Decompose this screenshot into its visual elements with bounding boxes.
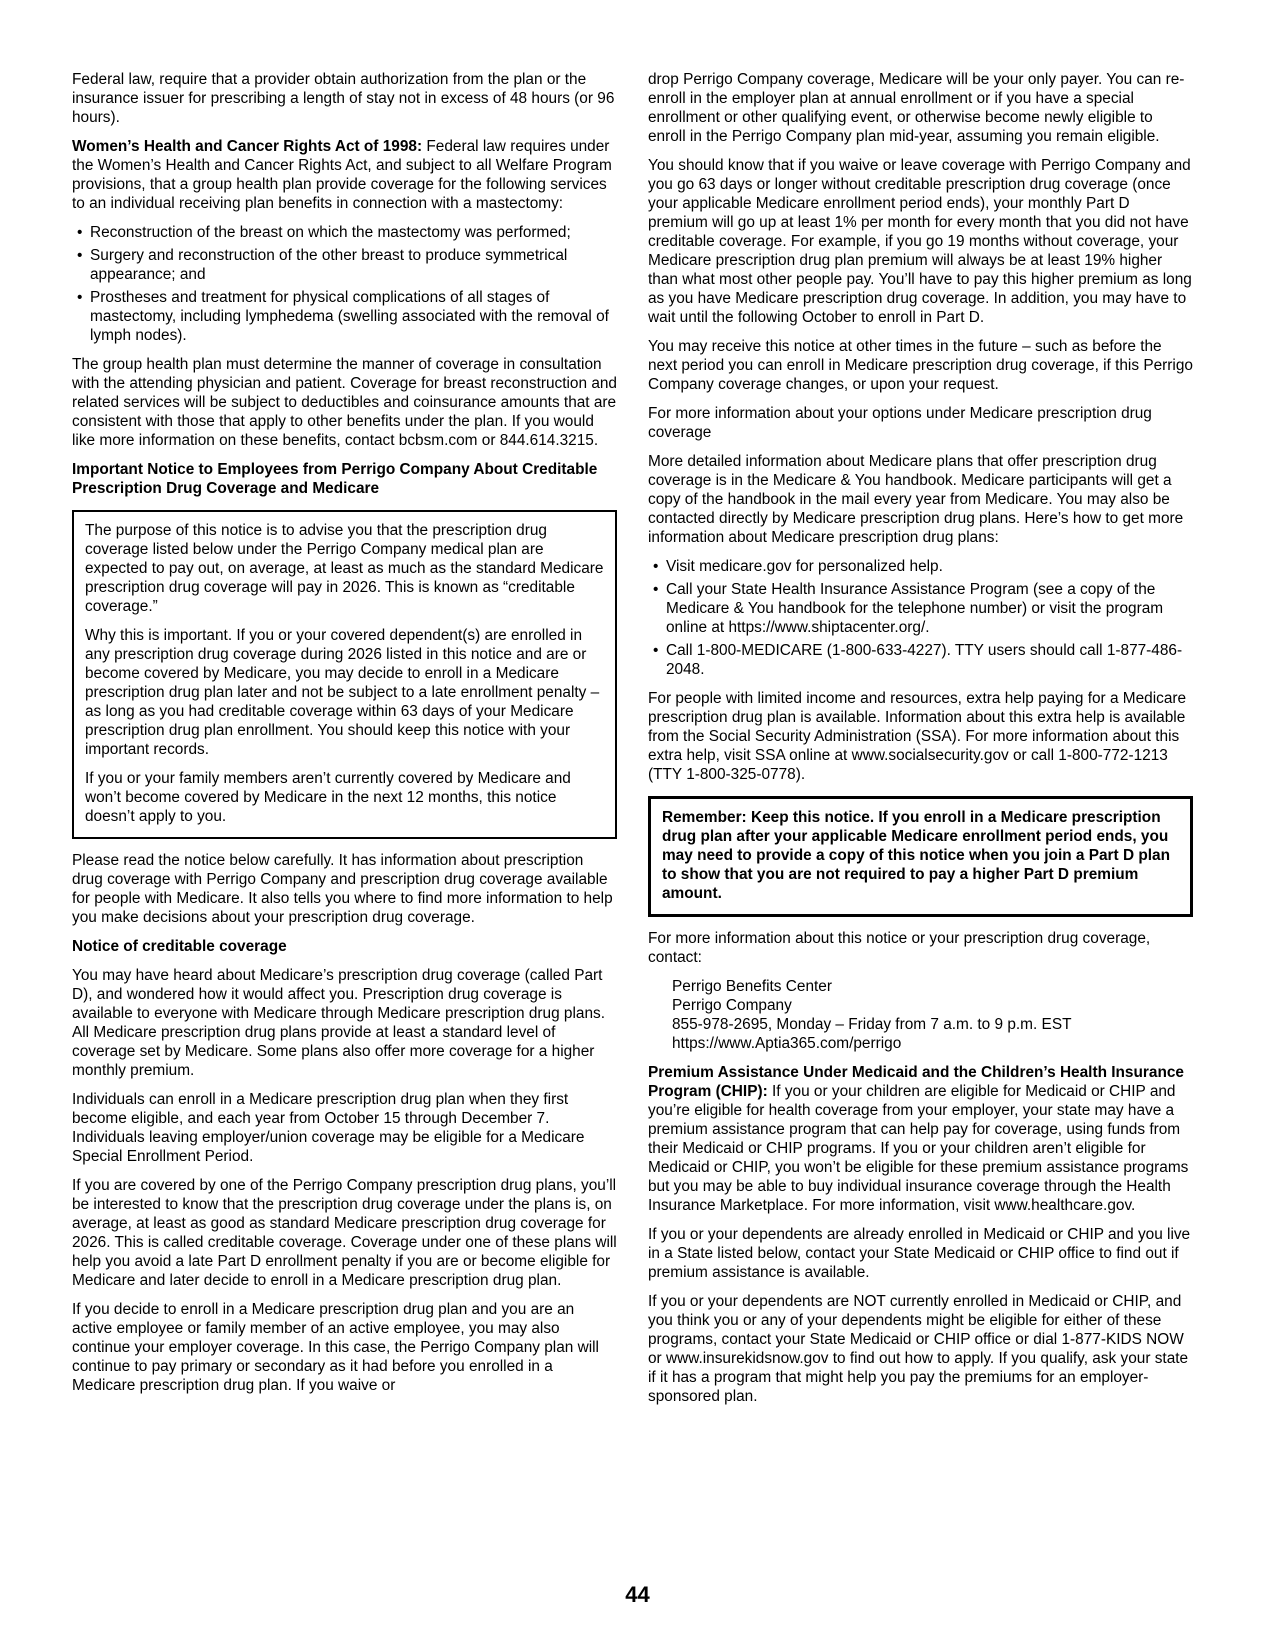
contact-line: Perrigo Benefits Center [672,978,832,995]
list-item: • Prostheses and treatment for physical complications of all stages of mastectomy, including lymphedema (swelling associated with the removal of lymph nodes). [72,288,617,345]
paragraph-group-plan: The group health plan must determine the manner of coverage in consultation with the attending physician and patient. Coverage for breast reconstruction and related services will be subject to deductibles and coinsurance amounts that are consistent with those that apply to other benefits under the plan. If you would like more information on these benefits, contact bcbsm.com or 844.614.3215. [72,356,617,449]
medicare-info-bullet-list [648,557,1193,679]
contact-line: https://www.Aptia365.com/perrigo [672,1035,902,1052]
creditable-coverage-notice-box [72,510,617,839]
box-paragraph: Remember: Keep this notice. If you enroll in a Medicare prescription drug plan after your applicable Medicare enrollment period ends, you may need to provide a copy of this notice when you join a Part D plan to show that you are not required to pay a higher Part D premium amount. [662,809,1170,902]
right-column [648,70,1193,1416]
paragraph-if-covered: If you are covered by one of the Perrigo Company prescription drug plans, you’ll be interested to know that the prescription drug coverage under the plans is, on average, at least as good as standard Medicare prescription drug coverage for 2026. This is called creditable coverage. Coverage under one of these plans will help you avoid a late Part D enrollment penalty if you are or become eligible for Medicare and later decide to enroll in a Medicare prescription drug plan. [72,1177,617,1289]
page-number: 44 [625,1582,650,1607]
list-item: • Call your State Health Insurance Assistance Program (see a copy of the Medicare & You handbook for the telephone number) or visit the program online at https://www.shiptacenter.org/. [648,580,1193,637]
paragraph-more-info-options: For more information about your options under Medicare prescription drug coverage [648,405,1152,441]
paragraph-text: Federal law requires under the Women’s Health and Cancer Rights Act, and subject to all Welfare Program provisions, that a group health plan provide coverage for the following services to an individual receiving plan benefits in connection with a mastectomy: [72,138,612,212]
paragraph-heard-about: You may have heard about Medicare’s prescription drug coverage (called Part D), and wondered how it would affect you. Prescription drug coverage is available to everyone with Medicare through Medicare prescription drug plans. All Medicare prescription drug plans provide at least a standard level of coverage set by Medicare. Some plans also offer more coverage for a higher monthly premium. [72,967,605,1079]
paragraph-whcra [72,137,617,213]
paragraph-not-enrolled: If you or your dependents are NOT currently enrolled in Medicaid or CHIP, and you think you or any of your dependents might be eligible for either of these programs, contact your State Medicaid or CHIP office or dial 1-877-KIDS NOW or www.insurekidsnow.gov to find out how to apply. If you qualify, ask your state if it has a program that might help you pay the premiums for an employer-sponsored plan. [648,1293,1189,1405]
contact-line: 855-978-2695, Monday – Friday from 7 a.m. to 9 p.m. EST [672,1016,1072,1033]
paragraph-individuals-enroll: Individuals can enroll in a Medicare prescription drug plan when they first become eligible, and each year from October 15 through December 7. Individuals leaving employer/union coverage may be eligible for a Medicare Special Enrollment Period. [72,1091,585,1165]
remember-notice-box [648,796,1193,917]
paragraph-federal-law: Federal law, require that a provider obtain authorization from the plan or the insurance issuer for prescribing a length of stay not in excess of 48 hours (or 96 hours). [72,71,615,126]
paragraph-drop-coverage: drop Perrigo Company coverage, Medicare will be your only payer. You can re-enroll in the employer plan at annual enrollment or if you have a special enrollment or other qualifying event, or otherwise become newly eligible to enroll in the Perrigo Company plan mid-year, assuming you remain eligible. [648,71,1185,145]
paragraph-text: If you or your children are eligible for Medicaid or CHIP and you’re eligible for health coverage from your employer, your state may have a premium assistance program that can help pay for coverage, using funds from their Medicaid or CHIP programs. If you or your children aren’t eligible for Medicaid or CHIP, you won’t be eligible for these premium assistance programs but you may be able to buy individual insurance coverage through the Health Insurance Marketplace. For more information, visit www.healthcare.gov. [648,1083,1189,1214]
paragraph-if-decide: If you decide to enroll in a Medicare prescription drug plan and you are an active employee or family member of an active employee, you may also continue your employer coverage. In this case, the Perrigo Company plan will continue to pay primary or secondary as it had before you enrolled in a Medicare prescription drug plan. If you waive or [72,1301,599,1394]
list-item: • Visit medicare.gov for personalized help. [648,557,1193,576]
list-item: • Surgery and reconstruction of the other breast to produce symmetrical appearance; and [72,246,617,284]
list-item: • Reconstruction of the breast on which the mastectomy was performed; [72,223,617,242]
box-paragraph: The purpose of this notice is to advise you that the prescription drug coverage listed below under the Perrigo Company medical plan are expected to pay out, on average, at least as much as the standard Medicare prescription drug coverage will pay in 2026. This is known as “creditable coverage.” [85,522,604,615]
run-in-heading-chip: Premium Assistance Under Medicaid and the Children’s Health Insurance Program (CHIP): [648,1064,1184,1100]
heading-notice-creditable-coverage: Notice of creditable coverage [72,938,287,955]
list-item: • Call 1-800-MEDICARE (1-800-633-4227). TTY users should call 1-877-486-2048. [648,641,1193,679]
contact-line: Perrigo Company [672,997,792,1014]
paragraph-detailed-info: More detailed information about Medicare plans that offer prescription drug coverage is in the Medicare & You handbook. Medicare participants will get a copy of the handbook in the mail every year from Medicare. You may also be contacted directly by Medicare prescription drug plans. Here’s how to get more information about Medicare prescription drug plans: [648,453,1184,546]
paragraph-contact-intro: For more information about this notice or your prescription drug coverage, contact: [648,930,1151,966]
paragraph-already-enrolled: If you or your dependents are already enrolled in Medicaid or CHIP and you live in a State listed below, contact your State Medicaid or CHIP office to find out if premium assistance is available. [648,1226,1191,1281]
paragraph-should-know: You should know that if you waive or leave coverage with Perrigo Company and you go 63 days or longer without creditable prescription drug coverage (once your applicable Medicare enrollment period ends), your monthly Part D premium will go up at least 1% per month for every month that you did not have creditable coverage. For example, if you go 19 months without coverage, your Medicare prescription drug plan premium will always be at least 19% higher than what most other people pay. You’ll have to pay this higher premium as long as you have Medicare prescription drug coverage. In addition, you may have to wait until the following October to enroll in Part D. [648,157,1192,326]
heading-important-notice: Important Notice to Employees from Perrigo Company About Creditable Prescription Drug Coverage and Medicare [72,461,598,497]
paragraph-limited-income: For people with limited income and resources, extra help paying for a Medicare prescription drug plan is available. Information about this extra help is available from the Social Security Administration (SSA). For more information about this extra help, visit SSA online at www.socialsecurity.gov or call 1-800-772-1213 (TTY 1-800-325-0778). [648,690,1187,783]
left-column [72,70,617,1416]
paragraph-please-read: Please read the notice below carefully. It has information about prescription drug coverage with Perrigo Company and prescription drug coverage available for people with Medicare. It also tells you where to find more information to help you make decisions about your prescription drug coverage. [72,852,613,926]
box-paragraph: Why this is important. If you or your covered dependent(s) are enrolled in any prescription drug coverage during 2026 listed in this notice and are or become covered by Medicare, you may decide to enroll in a Medicare prescription drug plan later and not be subject to a late enrollment penalty – as long as you had creditable coverage within 63 days of your Medicare prescription drug plan enrollment. You should keep this notice with your important records. [85,627,600,758]
mastectomy-bullet-list [72,223,617,345]
paragraph-chip [648,1063,1193,1215]
box-paragraph: If you or your family members aren’t currently covered by Medicare and won’t become covered by Medicare in the next 12 months, this notice doesn’t apply to you. [85,770,571,825]
contact-block [672,977,1193,1053]
run-in-heading-whcra: Women’s Health and Cancer Rights Act of 1998: [72,138,423,155]
paragraph-receive-notice: You may receive this notice at other times in the future – such as before the next period you can enroll in Medicare prescription drug coverage, if this Perrigo Company coverage changes, or upon your request. [648,338,1193,393]
